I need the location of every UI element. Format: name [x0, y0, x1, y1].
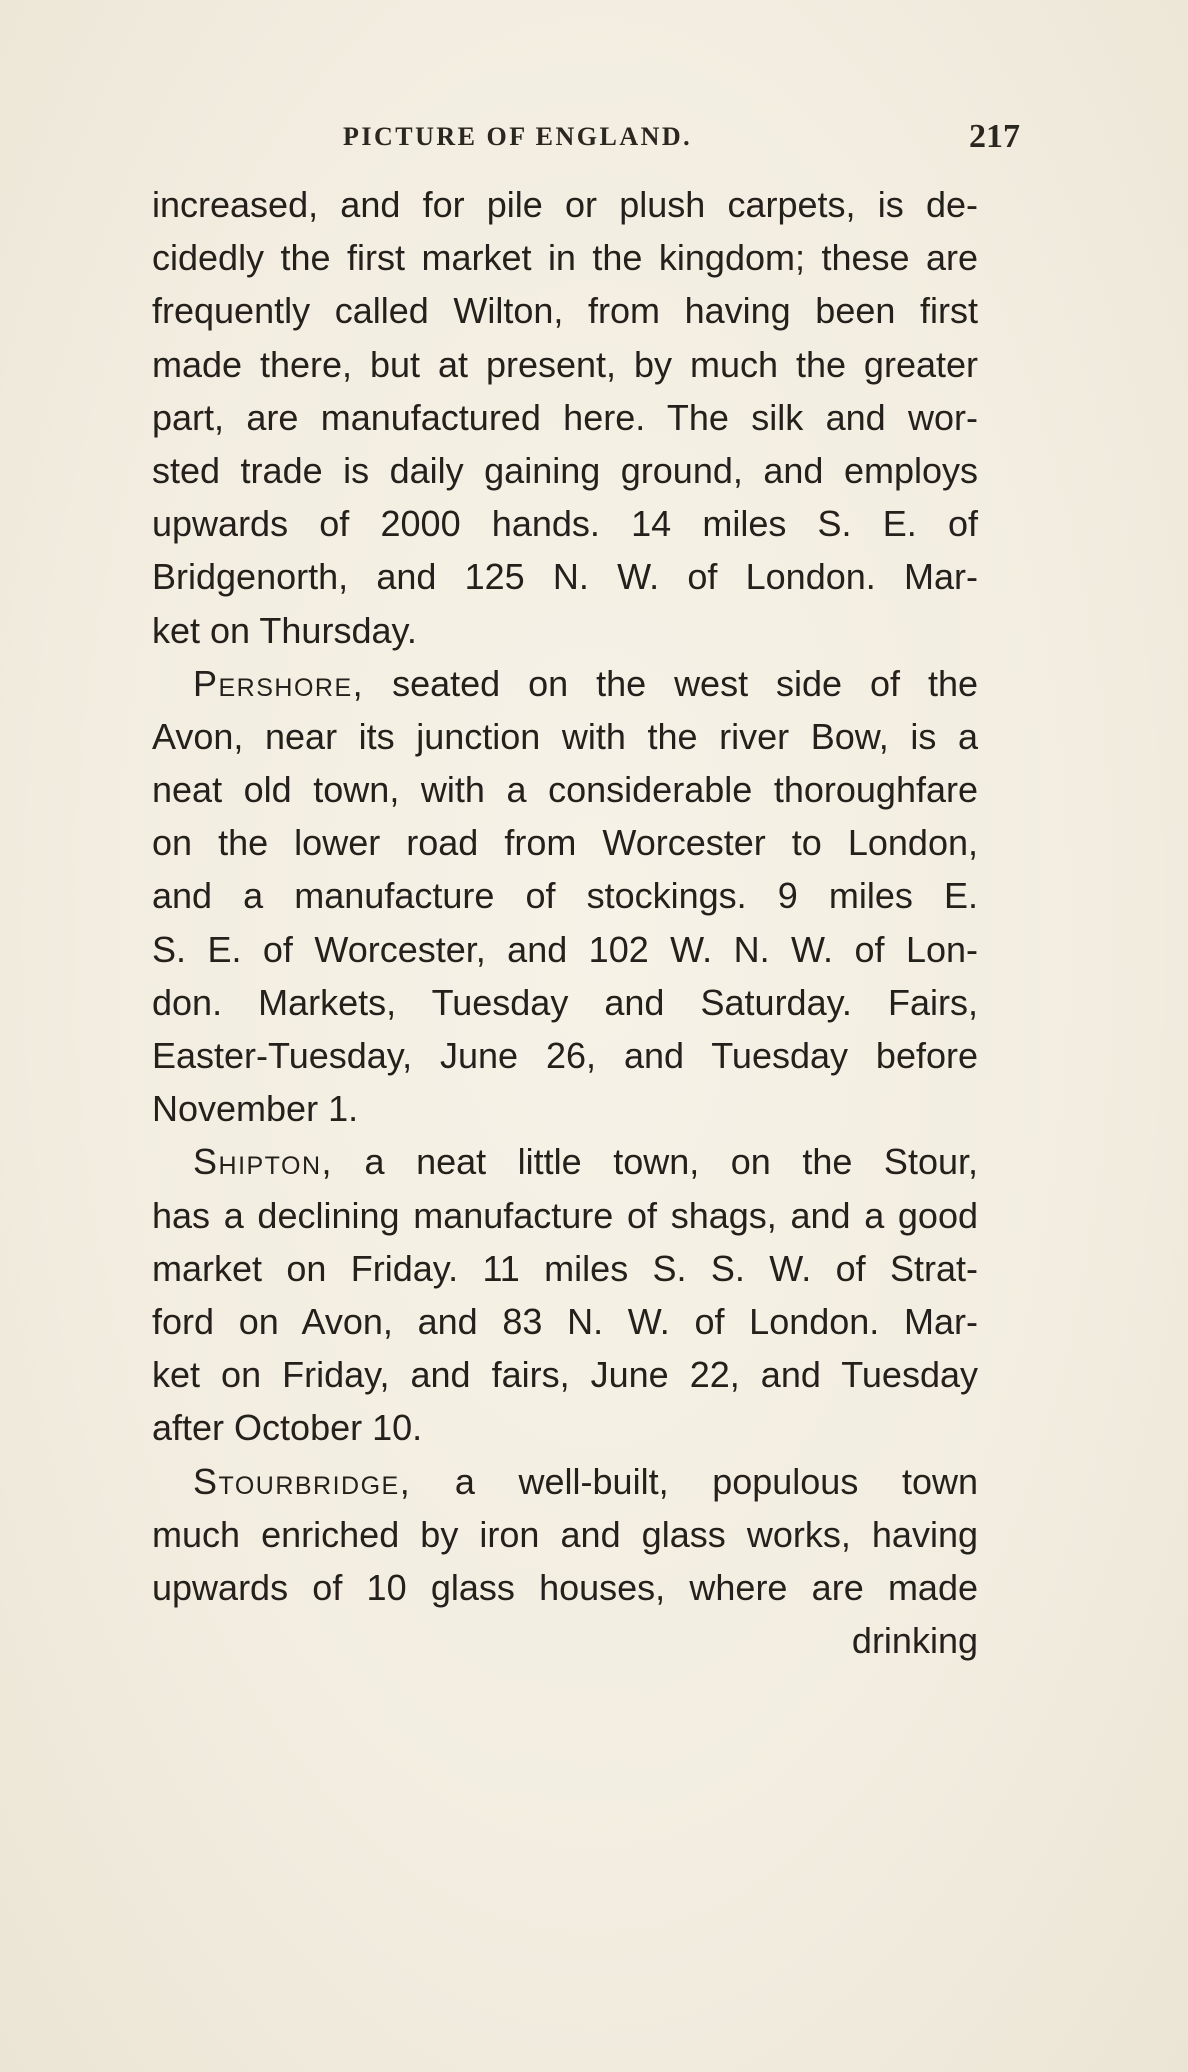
- text-line: made there, but at present, by much the greater: [152, 343, 978, 385]
- text-line-entry-stourbridge: [152, 1455, 978, 1508]
- text-line: market on Friday. 11 miles S. S. W. of Strat-: [152, 1247, 978, 1289]
- text-line: Bridgenorth, and 125 N. W. of London. Mar-: [152, 556, 978, 598]
- text-line: increased, and for pile or plush carpets, is de-: [152, 184, 978, 225]
- text-line: part, are manufactured here. The silk and wor-: [152, 396, 978, 438]
- text-line: and a manufacture of stockings. 9 miles E.: [152, 875, 978, 917]
- running-head: PICTURE OF ENGLAND.: [343, 122, 693, 151]
- text-line: Avon, near its junction with the river Bow, is a: [152, 715, 978, 757]
- text-line: has a declining manufacture of shags, and a good: [152, 1194, 978, 1236]
- text-line: upwards of 2000 hands. 14 miles S. E. of: [152, 503, 978, 545]
- text-line: ket on Friday, and fairs, June 22, and Tuesday: [152, 1354, 978, 1396]
- catchword: drinking: [851, 1620, 978, 1662]
- page-header: [150, 118, 1020, 158]
- place-name-pershore: Pershore,: [193, 662, 365, 704]
- text-line-entry-shipton: [152, 1135, 978, 1188]
- text-line: after October 10.: [152, 1407, 423, 1449]
- text-line: Easter-Tuesday, June 26, and Tuesday before: [152, 1035, 978, 1076]
- text-line: on the lower road from Worcester to London,: [152, 822, 978, 864]
- entry-text: a well-built, populous town: [411, 1460, 978, 1502]
- text-line-entry-pershore: [152, 657, 978, 710]
- text-line: don. Markets, Tuesday and Saturday. Fairs,: [152, 981, 978, 1023]
- body-text: [152, 178, 978, 1667]
- text-line: ford on Avon, and 83 N. W. of London. Mar-: [152, 1300, 978, 1342]
- text-line: upwards of 10 glass houses, where are made: [152, 1566, 978, 1608]
- text-line: cidedly the first market in the kingdom; these are: [152, 237, 978, 279]
- text-line: much enriched by iron and glass works, having: [152, 1513, 978, 1555]
- place-name-stourbridge: Stourbridge,: [193, 1460, 412, 1502]
- place-name-shipton: Shipton,: [193, 1141, 334, 1183]
- text-line: sted trade is daily gaining ground, and employs: [152, 449, 978, 491]
- text-line: neat old town, with a considerable thoroughfare: [152, 769, 978, 811]
- page-number: 217: [969, 118, 1020, 155]
- text-line: S. E. of Worcester, and 102 W. N. W. of Lon-: [152, 928, 978, 970]
- entry-text: a neat little town, on the Stour,: [333, 1141, 978, 1183]
- text-line: ket on Thursday.: [152, 609, 417, 651]
- text-line: November 1.: [152, 1088, 359, 1130]
- entry-text: seated on the west side of the: [364, 662, 978, 704]
- text-line: frequently called Wilton, from having been first: [152, 290, 978, 332]
